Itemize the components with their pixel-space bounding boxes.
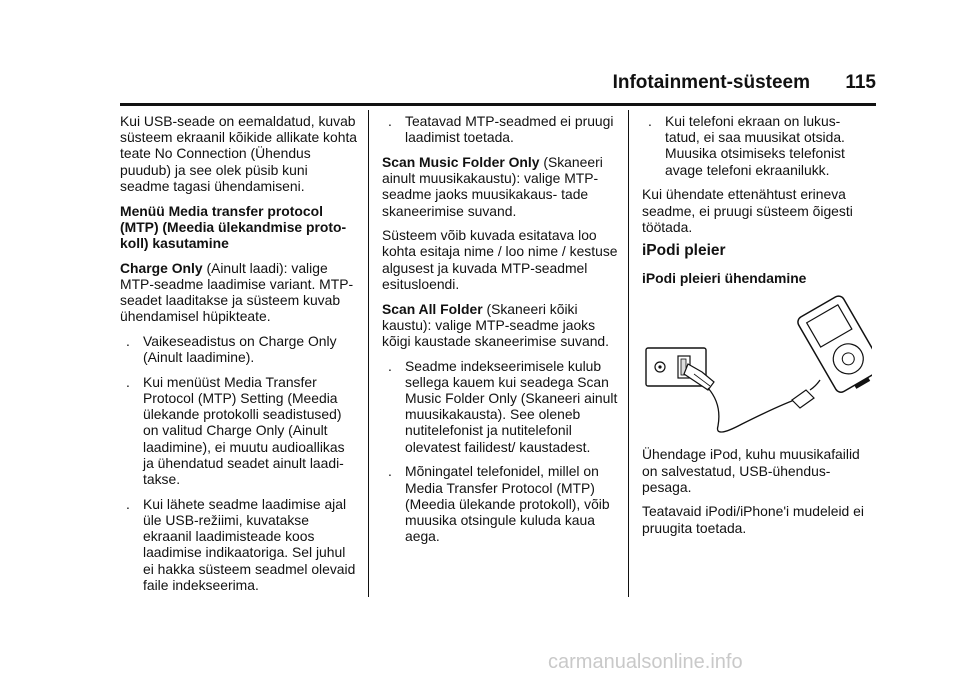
page-header (120, 72, 876, 102)
bullet-icon: . (126, 373, 130, 390)
subheading: iPodi pleieri ühendamine (642, 269, 807, 286)
subheading: Menüü Media transfer protocol (MTP) (Meedia ülekandmise proto- koll) kasutamine (120, 202, 347, 251)
paragraph: Kui USB-seade on eemaldatud, kuvab süsteem ekraanil kõikide allikate kohta teate No Connection (Ühendus puudub) ja see olek püsib kuni seadme tagasi ühendamiseni. (120, 113, 358, 194)
paragraph (120, 260, 358, 325)
list-item-text: Mõningatel telefonidel, millel on Media Transfer Protocol (MTP) (Meedia ülekande protokoll), võib muusika otsingule kuluda kaua aega. (405, 463, 610, 545)
list-item-text: Vaikeseadistus on Charge Only (Ainult laadimine). (143, 332, 337, 366)
list-item-text: Seadme indekseerimisele kulub sellega kauem kui seadega Scan Music Folder Only (Skaneeri ainult muusikakausta). See oleneb nutitelefonist ja nutitelefonil olevatest failidest/ kaustadest. (405, 357, 618, 455)
watermark: carmanualsonline.info (548, 651, 743, 673)
option-text: (Skaneeri ainult muusikakaustu): valige MTP-seadme jaoks muusikakaus- tade skaneerimise suvand. (382, 153, 603, 219)
header-rule (120, 103, 876, 106)
list-item-text: Kui telefoni ekraan on lukus- tatud, ei saa muusikat otsida. Muusika otsimiseks telefonist avage telefoni ekraanilukk. (665, 113, 845, 178)
list-item-text: Teatavad MTP-seadmed ei pruugi laadimist toetada. (405, 113, 614, 146)
bullet-icon: . (126, 495, 130, 512)
bullet-icon: . (388, 357, 392, 374)
paragraph (382, 154, 618, 219)
column-1 (120, 113, 358, 601)
bullet-icon: . (388, 113, 392, 129)
option-text: (Ainult laadi): valige MTP-seadme laadimise variant. MTP-seadet laaditakse ja süsteem kuvab ühendamisel hüpikteate. (120, 259, 354, 325)
column-2 (382, 113, 618, 553)
paragraph: Kui ühendate ettenähtust erineva seadme, ei pruugi süsteem õigesti töötada. (642, 186, 853, 235)
bullet-icon: . (648, 113, 652, 129)
column-3 (642, 113, 876, 544)
section-title: Infotainment-süsteem (612, 72, 810, 93)
bullet-icon: . (388, 463, 392, 480)
list-item (120, 496, 358, 593)
option-label: Scan Music Folder Only (382, 153, 540, 170)
list-item (120, 333, 358, 365)
ipod-connection-illustration (642, 294, 872, 434)
bullet-icon: . (126, 332, 130, 349)
option-label: Scan All Folder (382, 300, 483, 317)
section-heading: iPodi pleier (642, 242, 726, 260)
paragraph (382, 301, 618, 350)
option-text: (Skaneeri kõiki kaustu): valige MTP-seadme jaoks kõigi kaustade skaneerimise suvand. (382, 300, 610, 349)
list-item (382, 463, 618, 544)
list-item (382, 113, 618, 145)
column-divider (628, 110, 629, 597)
list-item (120, 374, 358, 487)
list-item (382, 358, 618, 455)
paragraph: Süsteem võib kuvada esitatava loo kohta esitaja nime / loo nime / kestuse algusest ja kuvada MTP-seadmel esitusloendi. (382, 227, 618, 292)
option-label: Charge Only (120, 259, 203, 276)
list-item (642, 113, 876, 178)
page-number: 115 (845, 72, 876, 93)
paragraph: Teatavaid iPodi/iPhone'i mudeleid ei pruugita toetada. (642, 503, 864, 536)
list-item-text: Kui menüüst Media Transfer Protocol (MTP) Setting (Meedia ülekande protokolli seadistused) on valitud Charge Only (Ainult laadimine), ei muutu audioallikas ja ühendatud seadet ainult laadi- takse. (143, 373, 345, 488)
column-divider (368, 110, 369, 597)
list-item-text: Kui lähete seadme laadimise ajal üle USB-režiimi, kuvatakse ekraanil laadimisteade koos laadimise indikaatoriga. Sel juhul ei hakka süsteem seadmel olevaid faile indekseerima. (143, 495, 356, 593)
paragraph: Ühendage iPod, kuhu muusikafailid on salvestatud, USB-ühendus- pesaga. (642, 446, 860, 495)
